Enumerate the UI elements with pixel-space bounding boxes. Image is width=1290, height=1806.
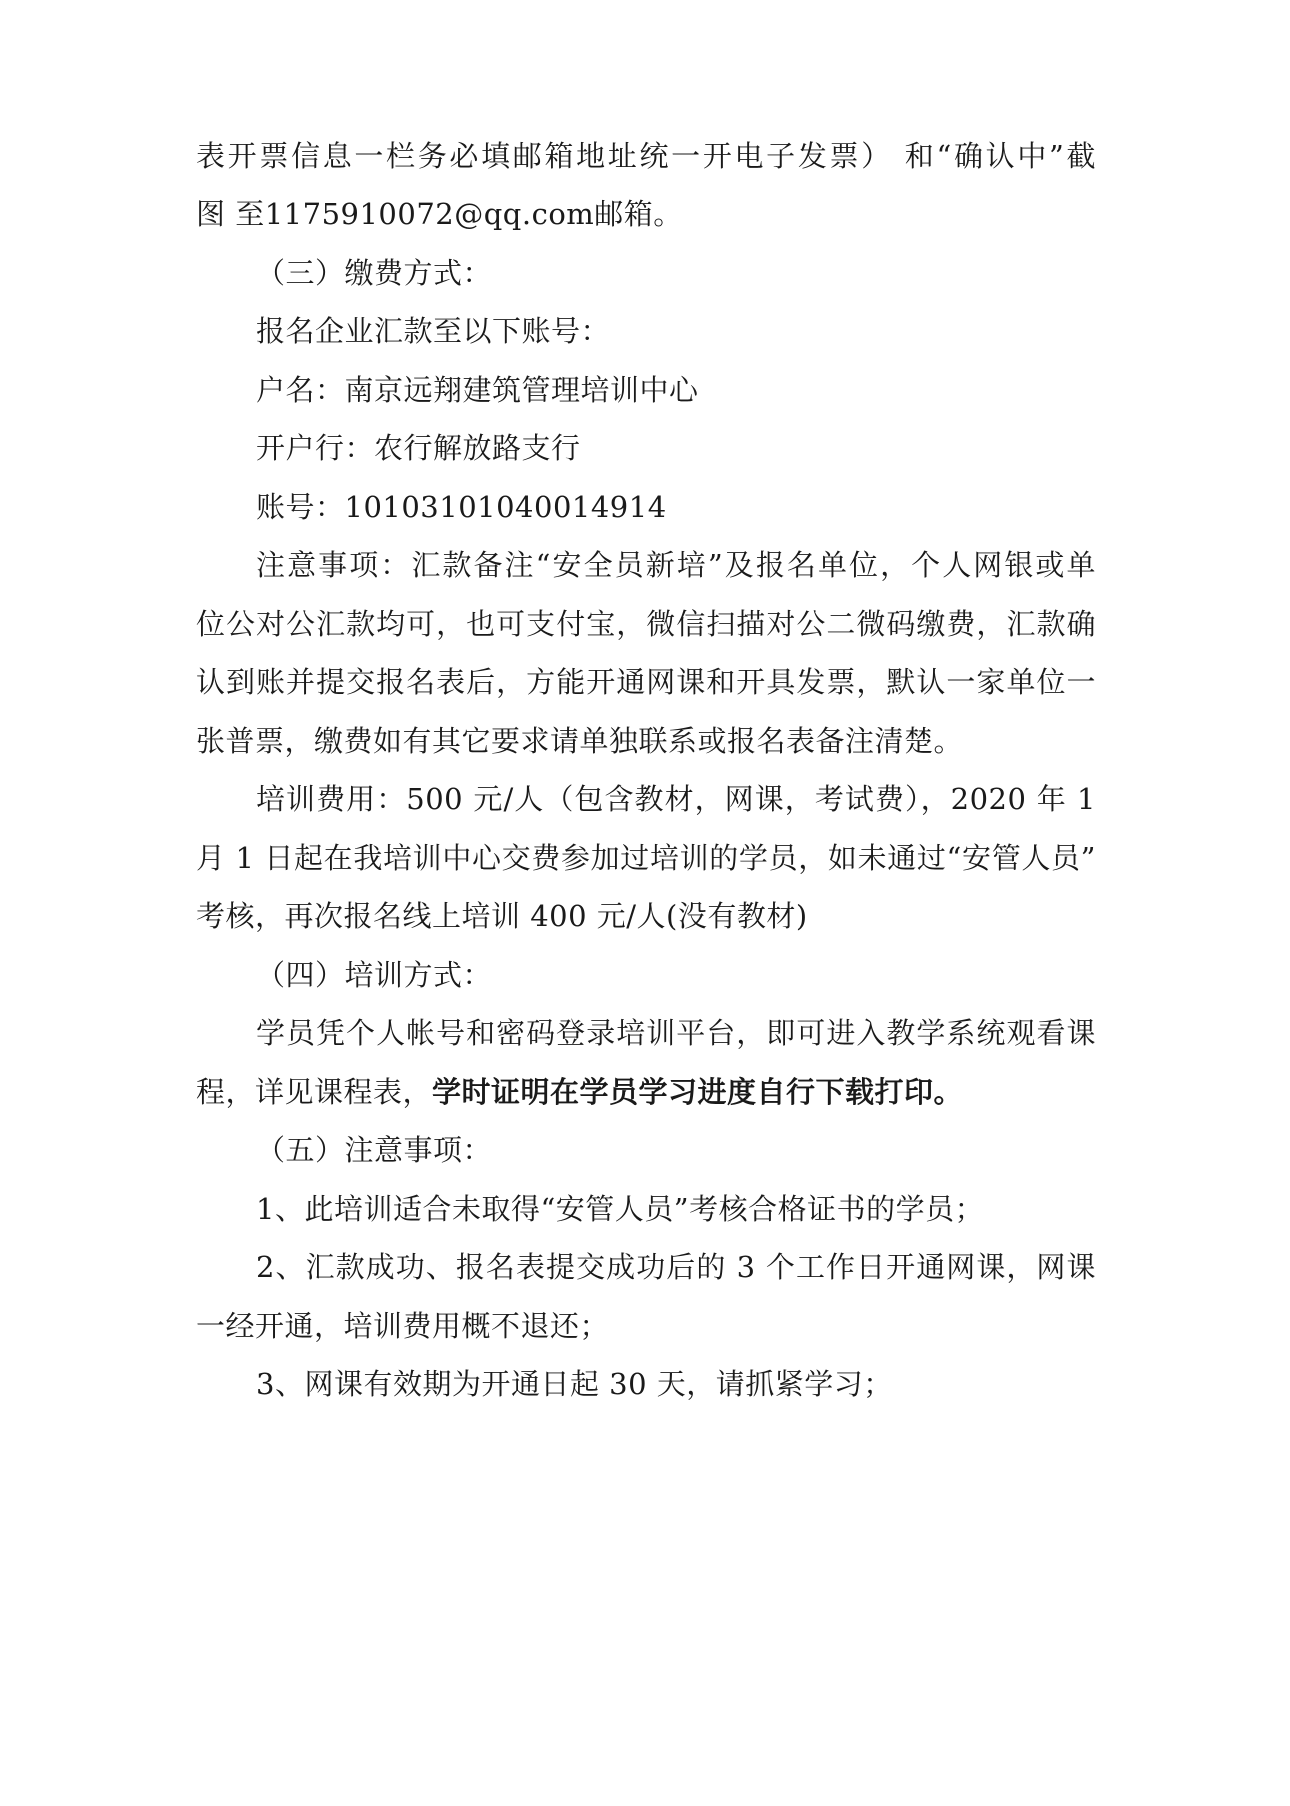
bank-name: 开户行：农行解放路支行 bbox=[256, 431, 581, 465]
paragraph-line: 考核，再次报名线上培训 400 元/人(没有教材) bbox=[196, 899, 808, 933]
account-name: 户名：南京远翔建筑管理培训中心 bbox=[256, 373, 699, 407]
paragraph-line: 学员凭个人帐号和密码登录培训平台，即可进入教学系统观看课 bbox=[256, 1016, 1096, 1050]
paragraph-line bbox=[196, 1072, 963, 1112]
paragraph-line: 位公对公汇款均可，也可支付宝，微信扫描对公二微码缴费，汇款确 bbox=[196, 607, 1096, 641]
paragraph-line: 表开票信息一栏务必填邮箱地址统一开电子发票） 和“确认中”截 bbox=[196, 139, 1096, 173]
paragraph-line: 认到账并提交报名表后，方能开通网课和开具发票，默认一家单位一 bbox=[196, 665, 1096, 699]
section-heading-payment: （三）缴费方式： bbox=[256, 256, 493, 290]
section-heading-training: （四）培训方式： bbox=[256, 958, 493, 992]
account-number: 账号：10103101040014914 bbox=[256, 490, 667, 524]
paragraph-line: 张普票，缴费如有其它要求请单独联系或报名表备注清楚。 bbox=[196, 724, 964, 758]
section-heading-notes: （五）注意事项： bbox=[256, 1133, 493, 1167]
note-item: 2、汇款成功、报名表提交成功后的 3 个工作日开通网课，网课 bbox=[256, 1250, 1096, 1284]
paragraph-line: 一经开通，培训费用概不退还； bbox=[196, 1309, 610, 1343]
paragraph-line: 报名企业汇款至以下账号： bbox=[256, 314, 611, 348]
paragraph-line: 图 至1175910072@qq.com邮箱。 bbox=[196, 197, 683, 231]
paragraph-text: 程，详见课程表， bbox=[196, 1075, 433, 1109]
paragraph-line: 月 1 日起在我培训中心交费参加过培训的学员，如未通过“安管人员” bbox=[196, 841, 1096, 875]
bold-notice: 学时证明在学员学习进度自行下载打印。 bbox=[432, 1075, 964, 1109]
note-item: 1、此培训适合未取得“安管人员”考核合格证书的学员； bbox=[256, 1192, 985, 1226]
paragraph-line: 注意事项：汇款备注“安全员新培”及报名单位，个人网银或单 bbox=[256, 548, 1096, 582]
paragraph-line: 培训费用：500 元/人（包含教材，网课，考试费），2020 年 1 bbox=[256, 782, 1096, 816]
note-item: 3、网课有效期为开通日起 30 天，请抓紧学习； bbox=[256, 1367, 893, 1401]
